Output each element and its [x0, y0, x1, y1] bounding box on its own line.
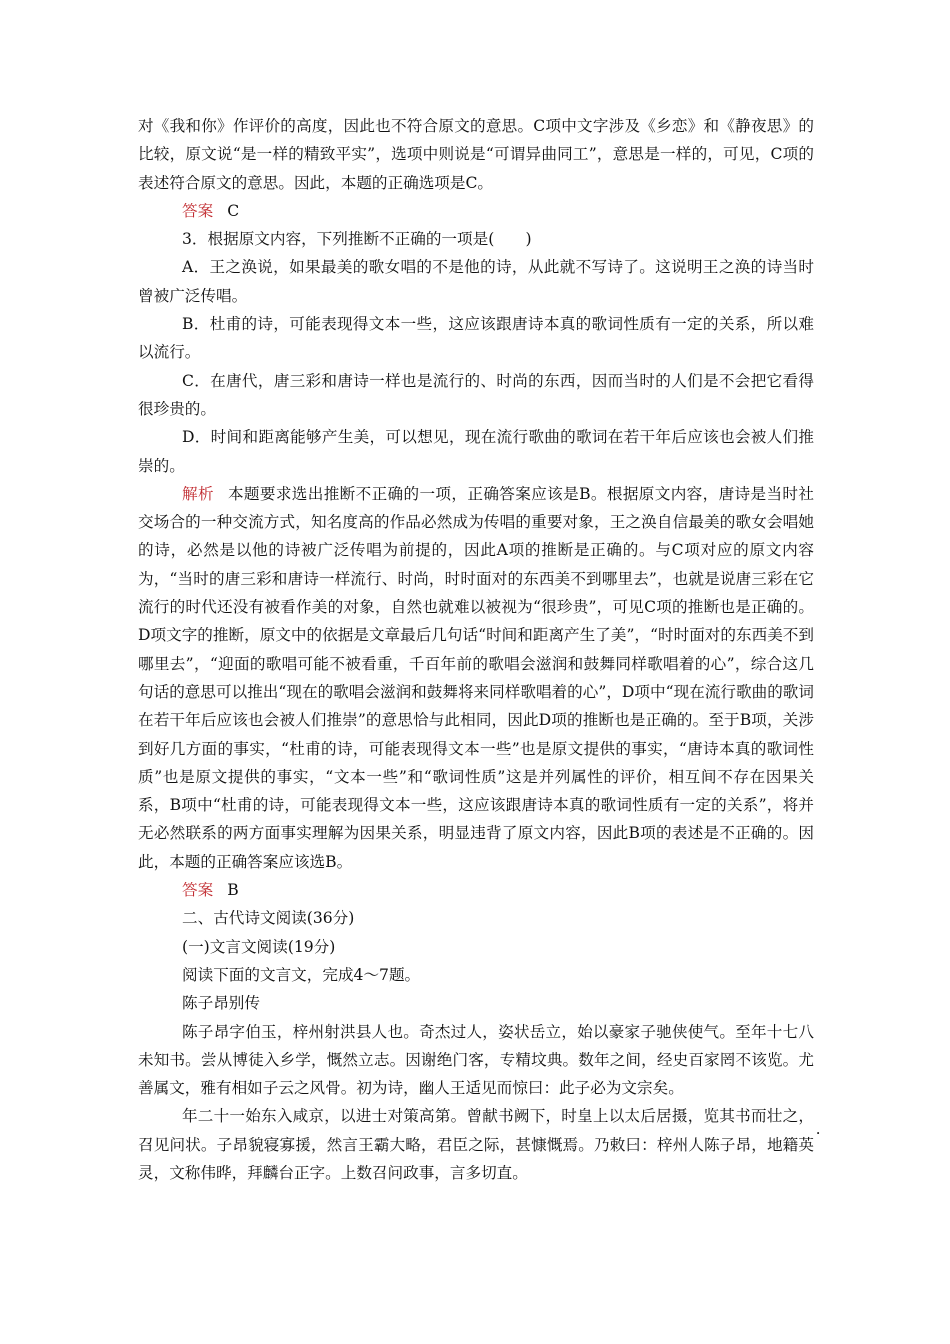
- q3-answer: B: [227, 881, 239, 900]
- q3-analysis-text: 本题要求选出推断不正确的一项，正确答案应该是B。根据原文内容，唐诗是当时社交场合的一种交流方式，知名度高的作品必然成为传唱的重要对象，王之涣自信最美的歌女会唱她的诗，必然是以他的诗被广泛传唱为前提的，因此A项的推断是正确的。与C项对应的原文内容为，“当时的唐三彩和唐诗一样流行、时尚，时时面对的东西美不到哪里去”，也就是说唐三彩在它流行的时代还没有被看作美的对象，自然也就难以被视为“很珍贵”，可见C项的推断也是正确的。D项文字的推断，原文中的依据是文章最后几句话“时间和距离产生了美”，“时时面对的东西美不到哪里去”，“迎面的歌唱可能不被看重，千百年前的歌唱会滋润和鼓舞同样歌唱着的心”，综合这几句话的意思可以推出“现在的歌唱会滋润和鼓舞将来同样歌唱着的心”，D项中“现在流行歌曲的歌词在若干年后应该也会被人们推崇”的意思恰与此相同，因此D项的推断也是正确的。至于B项，关涉到好几方面的事实，“杜甫的诗，可能表现得文本一些”也是原文提供的事实，“唐诗本真的歌词性质”也是原文提供的事实，“文本一些”和“歌词性质”这是并列属性的评价，相互间不存在因果关系，B项中“杜甫的诗，可能表现得文本一些，这应该跟唐诗本真的歌词性质有一定的关系”，将并无必然联系的两方面事实理解为因果关系，明显违背了原文内容，因此B项的表述是不正确的。因此，本题的正确答案应该选B。: [138, 484, 814, 871]
- q3-analysis: [138, 480, 814, 876]
- analysis-label: 解析: [182, 484, 214, 503]
- emphasis-dot-char: 壮 ·: [767, 1107, 783, 1125]
- sub-heading: (一)文言文阅读(19分): [182, 937, 336, 956]
- q2-answer-line: [138, 197, 814, 225]
- passage-para-1: 陈子昂字伯玉，梓州射洪县人也。奇杰过人，姿状岳立，始以豪家子驰侠使气。至年十七八未知书。尝从博徒入乡学，慨然立志。因谢绝门客，专精坟典。数年之间，经史百家罔不该览。尤善属文，雅有相如子云之风骨。初为诗，幽人王适见而惊曰：此子必为文宗矣。: [138, 1022, 814, 1098]
- q3-option-c: C．在唐代，唐三彩和唐诗一样也是流行的、时尚的东西，因而当时的人们是不会把它看得很珍贵的。: [138, 371, 814, 418]
- instruction: 阅读下面的文言文，完成4～7题。: [182, 965, 421, 984]
- answer-label: 答案: [182, 881, 214, 900]
- section-heading: 二、古代诗文阅读(36分): [182, 909, 355, 928]
- document-page: [138, 112, 814, 1187]
- q3-stem: 3．根据原文内容，下列推断不正确的一项是( ): [182, 230, 532, 249]
- passage-para-2: 年二十一始东入咸京，以进士对策高第。曾献书阙下，时皇上以太后居摄，览其书而壮 ·之，召见问状。子昂貌寝寡援，然言王霸大略，君臣之际，甚慷慨焉。乃敕曰：梓州人陈子昂，地籍英灵，文称伟晔，拜麟台正字。上数召问政事，言多切直。: [138, 1102, 814, 1187]
- answer-label: 答案: [182, 201, 214, 220]
- q3-option-d: D．时间和距离能够产生美，可以想见，现在流行歌曲的歌词在若干年后应该也会被人们推崇的。: [138, 428, 814, 475]
- passage-title: 陈子昂别传: [182, 994, 260, 1013]
- q2-answer: C: [227, 201, 240, 220]
- q3-option-a: A．王之涣说，如果最美的歌女唱的不是他的诗，从此就不写诗了。这说明王之涣的诗当时曾被广泛传唱。: [138, 258, 814, 305]
- prev-analysis-tail: 对《我和你》作评价的高度，因此也不符合原文的意思。C项中文字涉及《乡恋》和《静夜思》的比较，原文说“是一样的精致平实”，选项中则说是“可谓异曲同工”，意思是一样的，可见，C项的表述符合原文的意思。因此，本题的正确选项是C。: [138, 117, 814, 192]
- q3-option-b: B．杜甫的诗，可能表现得文本一些，这应该跟唐诗本真的歌词性质有一定的关系，所以难以流行。: [138, 315, 814, 362]
- q3-answer-line: [138, 876, 814, 904]
